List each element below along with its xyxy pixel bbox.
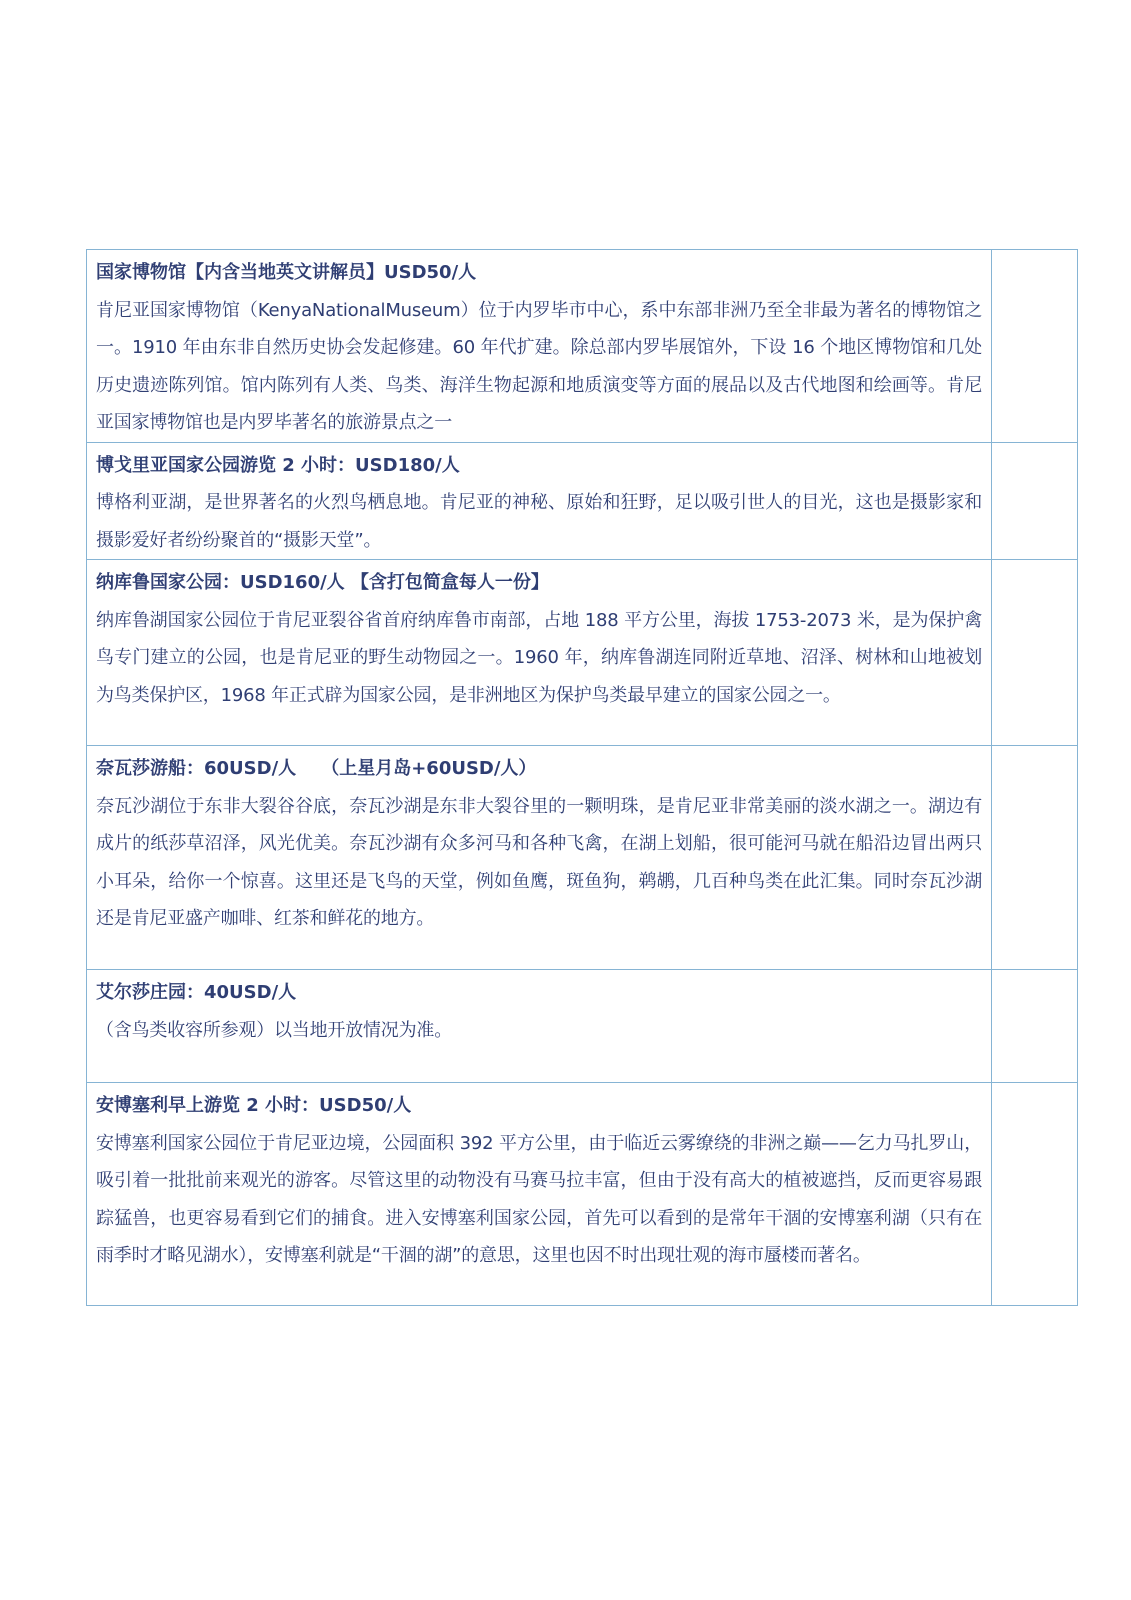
table-row [87, 746, 1078, 970]
table-row [87, 970, 1078, 1083]
empty-side-cell [992, 746, 1078, 970]
item-description: 纳库鲁湖国家公园位于肯尼亚裂谷省首府纳库鲁市南部，占地 188 平方公里，海拔 1753-2073 米，是为保护禽鸟专门建立的公园，也是肯尼亚的野生动物园之一。1960 年，纳库鲁湖连同附近草地、沼泽、树林和山地被划为鸟类保护区，1968 年正式辟为国家公园，是非洲地区为保护鸟类最早建立的国家公园之一。 [96, 609, 982, 706]
empty-side-cell [992, 560, 1078, 746]
table-row [87, 1083, 1078, 1306]
empty-side-cell [992, 970, 1078, 1083]
table-row [87, 442, 1078, 560]
item-description: 博格利亚湖，是世界著名的火烈鸟栖息地。肯尼亚的神秘、原始和狂野，足以吸引世人的目光，这也是摄影家和摄影爱好者纷纷聚首的“摄影天堂”。 [96, 492, 982, 551]
item-description: 安博塞利国家公园位于肯尼亚边境，公园面积 392 平方公里，由于临近云雾缭绕的非洲之巅——乞力马扎罗山，吸引着一批批前来观光的游客。尽管这里的动物没有马赛马拉丰富，但由于没有高大的植被遮挡，反而更容易跟踪猛兽，也更容易看到它们的捕食。进入安博塞利国家公园，首先可以看到的是常年干涸的安博塞利湖（只有在雨季时才略见湖水），安博塞利就是“干涸的湖”的意思，这里也因不时出现壮观的海市蜃楼而著名。 [96, 1132, 982, 1266]
item-cell [87, 970, 992, 1083]
item-title: 安博塞利早上游览 2 小时：USD50/人 [96, 1095, 412, 1116]
item-title: 奈瓦莎游船：60USD/人 （上星月岛+60USD/人） [96, 758, 537, 779]
item-cell [87, 560, 992, 746]
item-cell [87, 746, 992, 970]
empty-side-cell [992, 442, 1078, 560]
item-description: （含鸟类收容所参观）以当地开放情况为准。 [96, 1019, 452, 1041]
empty-side-cell [992, 1083, 1078, 1306]
item-title: 纳库鲁国家公园：USD160/人 【含打包简盒每人一份】 [96, 572, 549, 593]
item-title: 国家博物馆【内含当地英文讲解员】USD50/人 [96, 262, 477, 283]
empty-side-cell [992, 250, 1078, 443]
table-row [87, 250, 1078, 443]
item-cell [87, 250, 992, 443]
item-cell [87, 442, 992, 560]
item-description: 奈瓦沙湖位于东非大裂谷谷底，奈瓦沙湖是东非大裂谷里的一颗明珠，是肯尼亚非常美丽的淡水湖之一。湖边有成片的纸莎草沼泽，风光优美。奈瓦沙湖有众多河马和各种飞禽，在湖上划船，很可能河马就在船沿边冒出两只小耳朵，给你一个惊喜。这里还是飞鸟的天堂，例如鱼鹰，斑鱼狗，鹈鹕，几百种鸟类在此汇集。同时奈瓦沙湖还是肯尼亚盛产咖啡、红茶和鲜花的地方。 [96, 795, 982, 929]
item-cell [87, 1083, 992, 1306]
item-title: 博戈里亚国家公园游览 2 小时：USD180/人 [96, 454, 460, 476]
table-row [87, 560, 1078, 746]
tour-options-table [86, 249, 1078, 1306]
item-title: 艾尔莎庄园：40USD/人 [96, 982, 297, 1003]
item-description: 肯尼亚国家博物馆（KenyaNationalMuseum）位于内罗毕市中心，系中东部非洲乃至全非最为著名的博物馆之一。1910 年由东非自然历史协会发起修建。60 年代扩建。除总部内罗毕展馆外，下设 16 个地区博物馆和几处历史遗迹陈列馆。馆内陈列有人类、鸟类、海洋生物起源和地质演变等方面的展品以及古代地图和绘画等。肯尼亚国家博物馆也是内罗毕著名的旅游景点之一 [96, 299, 982, 433]
